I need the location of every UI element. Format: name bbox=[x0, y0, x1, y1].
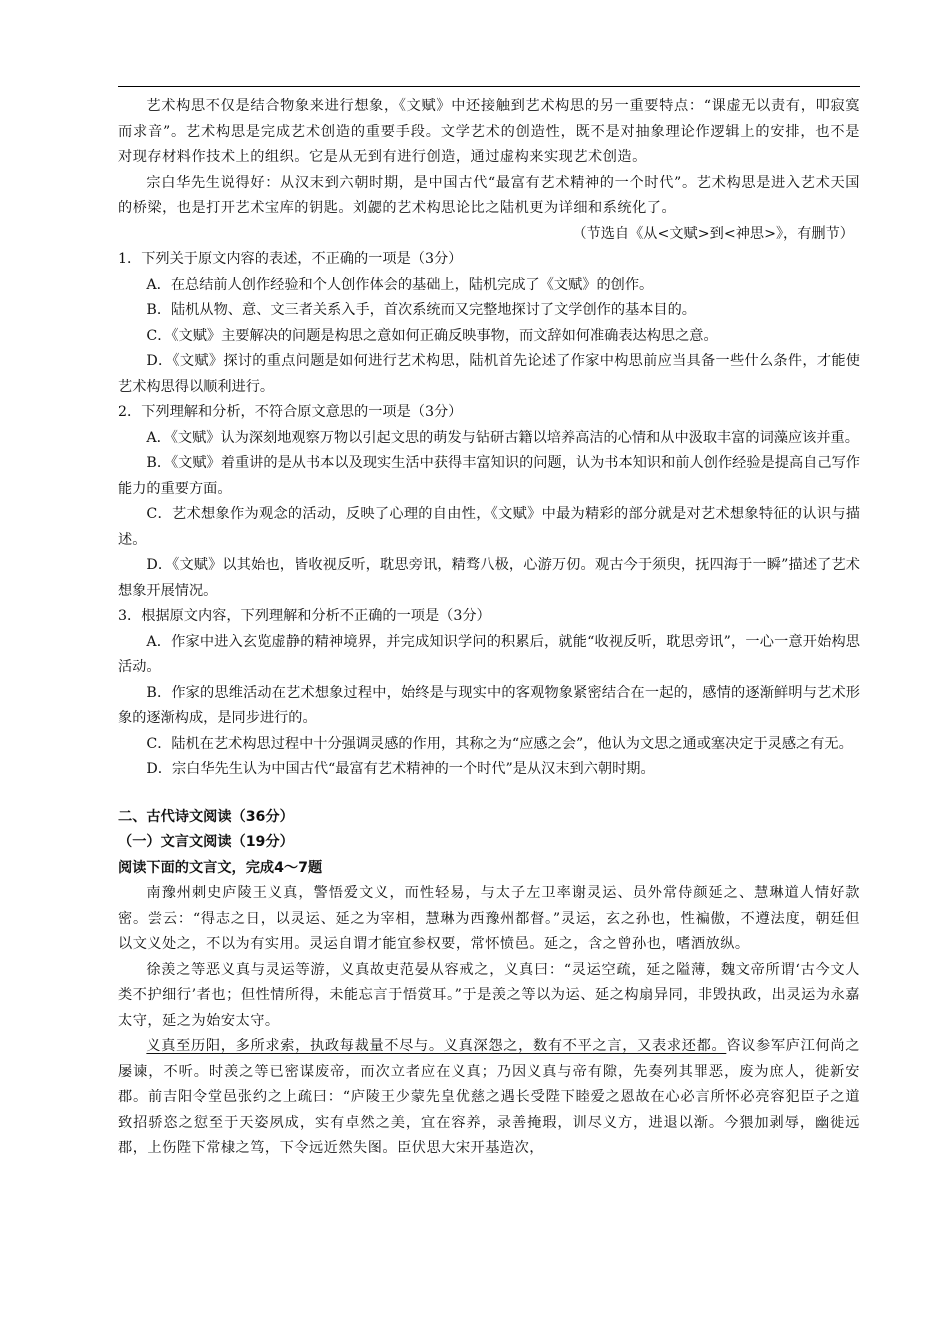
question-2 bbox=[118, 400, 860, 604]
question-stem: 2．下列理解和分析，不符合原文意思的一项是（3分） bbox=[118, 404, 463, 420]
option-a: A．作家中进入玄览虚静的精神境界，并完成知识学问的积累后，就能“收视反听，耽思旁讯”，一心一意开始构思活动。 bbox=[118, 633, 860, 675]
option-b: B．陆机从物、意、文三者关系入手，首次系统而又完整地探讨了文学创作的基本目的。 bbox=[146, 302, 696, 318]
section-heading: 二、古代诗文阅读（36分） bbox=[118, 808, 294, 825]
option-b: B．作家的思维活动在艺术想象过程中，始终是与现实中的客观物象紧密结合在一起的，感情的逐渐鲜明与艺术形象的逐渐构成，是同步进行的。 bbox=[118, 684, 860, 726]
paragraph-text: 咨议参军庐江何尚之屡谏，不听。时羡之等已密谋废帝，而次立者应在义真；乃因义真与帝有隙，先奏列其罪恶，废为庶人，徙新安郡。前吉阳令堂邑张约之上疏曰：“庐陵王少蒙先皇优慈之遇长受陛下睦爱之恩故在心必言所怀必亮容犯臣子之道致招骄恣之愆至于天姿夙成，实有卓然之美，宜在容养，录善掩瑕，训尽义方，进退以渐。今猥加剥辱，幽徙远郡，上伤陛下常棣之笃，下令远近然失图。臣伏思大宋开基造次， bbox=[118, 1038, 860, 1156]
option-d: D．宗白华先生认为中国古代“最富有艺术精神的一个时代”是从汉末到六朝时期。 bbox=[146, 761, 655, 777]
underlined-sentence: 义真至历阳，多所求索，执政每裁量不尽与。义真深怨之，数有不平之言，又表求还都。 bbox=[146, 1038, 727, 1054]
passage-paragraph: 宗白华先生说得好：从汉末到六朝时期，是中国古代“最富有艺术精神的一个时代”。艺术构思是进入艺术天国的桥梁，也是打开艺术宝库的钥匙。刘勰的艺术构思论比之陆机更为详细和系统化了。 bbox=[118, 174, 860, 216]
option-a: A．在总结前人创作经验和个人创作体会的基础上，陆机完成了《文赋》的创作。 bbox=[146, 276, 654, 293]
option-b: B．《文赋》着重讲的是从书本以及现实生活中获得丰富知识的问题，认为书本知识和前人创作经验是提高自己写作能力的重要方面。 bbox=[118, 455, 860, 497]
section-instruction: 阅读下面的文言文，完成4～7题 bbox=[118, 859, 323, 876]
header-rule bbox=[118, 86, 860, 87]
passage-paragraph: 艺术构思不仅是结合物象来进行想象，《文赋》中还接触到艺术构思的另一重要特点：“课虚无以责有，叩寂寞而求音”。艺术构思是完成艺术创造的重要手段。文学艺术的创造性，既不是对抽象理论作逻辑上的安排，也不是对现存材料作技术上的组织。它是从无到有进行创造，通过虚构来实现艺术创造。 bbox=[118, 98, 860, 165]
classical-paragraph bbox=[118, 1034, 860, 1162]
option-d: D．《文赋》以其始也，皆收视反听，耽思旁讯，精骛八极，心游万仞。观古今于须臾，抚四海于一瞬”描述了艺术想象开展情况。 bbox=[118, 557, 860, 599]
classical-paragraph: 徐羡之等恶义真与灵运等游，义真故吏范晏从容戒之，义真曰：“灵运空疏，延之隘薄，魏文帝所谓‘古今文人类不护细行’者也；但性情所得，未能忘言于悟赏耳。”于是羡之等以为运、延之构扇异同，非毁执政，出灵运为永嘉太守，延之为始安太守。 bbox=[118, 961, 860, 1029]
option-c: C．《文赋》主要解决的问题是构思之意如何正确反映事物，而文辞如何准确表达构思之意。 bbox=[146, 327, 718, 344]
section-subheading: （一）文言文阅读（19分） bbox=[118, 834, 294, 850]
question-3 bbox=[118, 604, 860, 783]
option-d: D．《文赋》探讨的重点问题是如何进行艺术构思，陆机首先论述了作家中构思前应当具备一些什么条件，才能使艺术构思得以顺利进行。 bbox=[118, 353, 860, 395]
question-stem: 1．下列关于原文内容的表述，不正确的一项是（3分） bbox=[118, 251, 463, 267]
option-c: C．艺术想象作为观念的活动，反映了心理的自由性，《文赋》中最为精彩的部分就是对艺术想象特征的认识与描述。 bbox=[118, 506, 860, 548]
option-a: A．《文赋》认为深刻地观察万物以引起文思的萌发与钻研古籍以培养高洁的心情和从中汲取丰富的词藻应该并重。 bbox=[146, 429, 859, 446]
classical-paragraph: 南豫州刺史庐陵王义真，警悟爱文义，而性轻易，与太子左卫率谢灵运、员外常侍颜延之、慧琳道人情好款密。尝云：“得志之日，以灵运、延之为宰相，慧琳为西豫州都督。”灵运，玄之孙也，性褊傲，不遵法度，朝廷但以文义处之，不以为有实用。灵运自谓才能宜参权要，常怀愤邑。延之，含之曾孙也，嗜酒放纵。 bbox=[118, 885, 860, 952]
section-gap bbox=[118, 783, 860, 805]
question-1 bbox=[118, 247, 860, 400]
document-page bbox=[118, 94, 860, 1162]
option-c: C．陆机在艺术构思过程中十分强调灵感的作用，其称之为“应感之会”，他认为文思之通或塞决定于灵感之有无。 bbox=[146, 735, 853, 752]
passage-source: （节选自《从<文赋>到<神思>》，有删节） bbox=[572, 225, 854, 242]
question-stem: 3．根据原文内容，下列理解和分析不正确的一项是（3分） bbox=[118, 608, 491, 624]
